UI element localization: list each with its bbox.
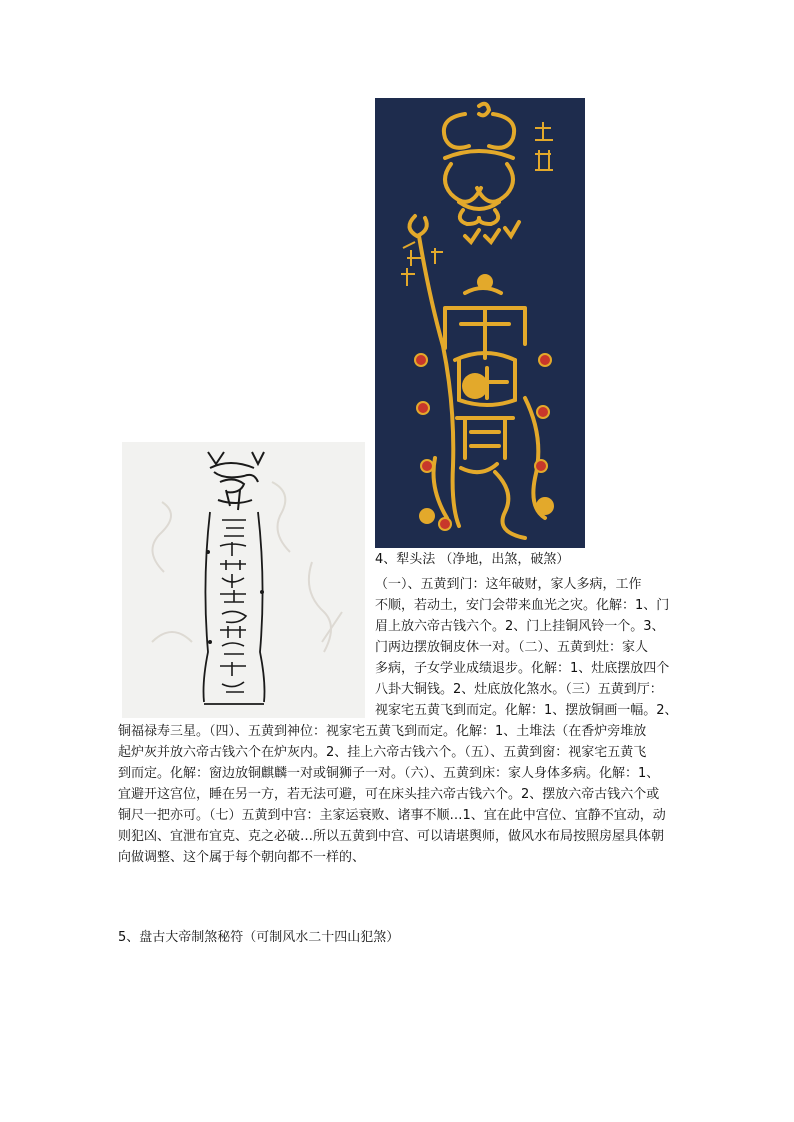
gold-talisman-icon (375, 98, 585, 548)
handwritten-talisman-icon (122, 442, 365, 718)
paragraph-line: 门两边摆放铜皮休一对。（二）、五黄到灶：家人 (375, 640, 649, 655)
paragraph-line: 向做调整、这个属于每个朝向都不一样的、 (118, 850, 366, 865)
right-talisman-image (375, 98, 585, 548)
paragraph-line: 则犯凶、宜泄布宜克、克之必破…所以五黄到中宫、可以请堪舆师，做风水布局按照房屋具体朝 (118, 829, 665, 844)
paragraph-line: 宜避开这宫位，睡在另一方，若无法可避，可在床头挂六帝古钱六个。2、摆放六帝古钱六个或 (118, 787, 660, 802)
paragraph-line: 铜福禄寿三星。（四）、五黄到神位：视家宅五黄飞到而定。化解：1、土堆法（在香炉旁堆放 (118, 724, 647, 739)
section-5-heading: 5、盘古大帝制煞秘符（可制风水二十四山犯煞） (118, 930, 400, 945)
paragraph-line: 到而定。化解：窗边放铜麒麟一对或铜狮子一对。（六）、五黄到床：家人身体多病。化解：1、 (118, 766, 660, 781)
paragraph-line: 眉上放六帝古钱六个。2、门上挂铜风铃一个。3、 (375, 619, 665, 634)
paragraph-line: 八卦大铜钱。2、灶底放化煞水。（三）五黄到厅： (375, 682, 663, 697)
paragraph-line: （一）、五黄到门：这年破财，家人多病，工作 (375, 577, 642, 592)
left-talisman-image (122, 442, 365, 718)
section-4-paragraph-wide (118, 721, 678, 868)
section-4-heading: 4、犁头法 （净地，出煞，破煞） (375, 552, 570, 567)
paragraph-line: 多病，子女学业成绩退步。化解：1、灶底摆放四个 (375, 661, 670, 676)
paragraph-line: 不顺，若动土，安门会带来血光之灾。化解：1、门 (375, 598, 670, 613)
paragraph-line: 起炉灰并放六帝古钱六个在炉灰内。2、挂上六帝古钱六个。（五）、五黄到窗：视家宅五黄飞 (118, 745, 647, 760)
paragraph-line: 铜尺一把亦可。（七）五黄到中宫：主家运衰败、诸事不顺…1、宜在此中宫位、宜静不宜动，动 (118, 808, 666, 823)
section-4-paragraph-narrow (375, 574, 677, 721)
paragraph-line: 视家宅五黄飞到而定。化解：1、摆放铜画一幅。2、 (375, 703, 678, 718)
